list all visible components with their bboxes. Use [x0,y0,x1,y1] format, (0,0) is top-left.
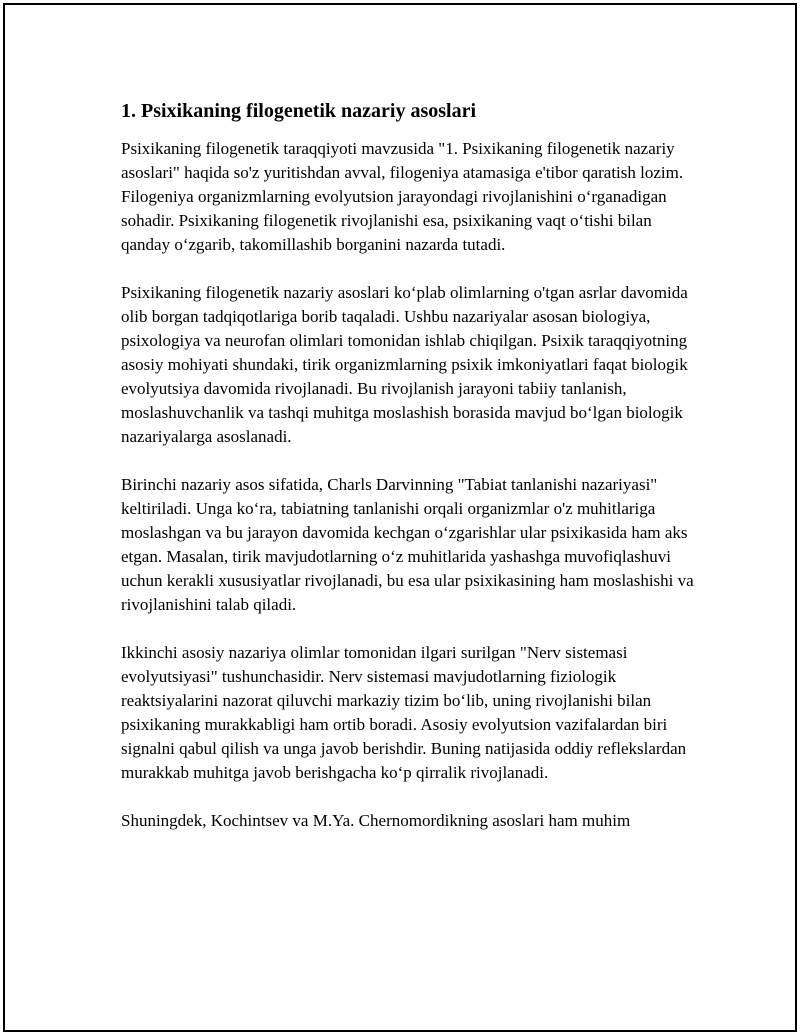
paragraph-1: Psixikaning filogenetik taraqqiyoti mavzusida "1. Psixikaning filogenetik nazariy asoslari" haqida so'z yuritishdan avval, filogeniya atamasiga e'tibor qaratish lozim. Filogeniya organizmlarning evolyutsion jarayondagi rivojlanishini o‘rganadigan sohadir. Psixikaning filogenetik rivojlanishi esa, psixikaning vaqt o‘tishi bilan qanday o‘zgarib, takomillashib borganini nazarda tutadi. [121,139,684,254]
paragraph-5: Shuningdek, Kochintsev va M.Ya. Chernomordikning asoslari ham muhim [121,811,631,830]
paragraph-3: Birinchi nazariy asos sifatida, Charls Darvinning "Tabiat tanlanishi nazariyasi" keltiriladi. Unga ko‘ra, tabiatning tanlanishi orqali organizmlar o'z muhitlariga moslashgan va bu jarayon davomida kechgan o‘zgarishlar ular psixikasida ham aks etgan. Masalan, tirik mavjudotlarning o‘z muhitlarida yashashga muvofiqlashuvi uchun kerakli xususiyatlar rivojlanadi, bu esa ular psixikasining ham moslashishi va rivojlanishini talab qiladi. [121,475,694,614]
page-frame [3,3,797,1032]
document-body [121,97,701,857]
document-title: 1. Psixikaning filogenetik nazariy asoslari [121,100,477,122]
paragraph-2: Psixikaning filogenetik nazariy asoslari ko‘plab olimlarning o'tgan asrlar davomida olib borgan tadqiqotlariga borib taqaladi. Ushbu nazariyalar asosan biologiya, psixologiya va neurofan olimlari tomonidan ishlab chiqilgan. Psixik taraqqiyotning asosiy mohiyati shundaki, tirik organizmlarning psixik imkoniyatlari faqat biologik evolyutsiya davomida rivojlanadi. Bu rivojlanish jarayoni tabiiy tanlanish, moslashuvchanlik va tashqi muhitga moslashish borasida mavjud bo‘lgan biologik nazariyalarga asoslanadi. [121,283,688,446]
paragraph-4: Ikkinchi asosiy nazariya olimlar tomonidan ilgari surilgan "Nerv sistemasi evolyutsiyasi" tushunchasidir. Nerv sistemasi mavjudotlarning fiziologik reaktsiyalarini nazorat qiluvchi markaziy tizim bo‘lib, uning rivojlanishi bilan psixikaning murakkabligi ham ortib boradi. Asosiy evolyutsion vazifalardan biri signalni qabul qilish va unga javob berishdir. Buning natijasida oddiy reflekslardan murakkab muhitga javob berishgacha ko‘p qirralik rivojlanadi. [121,643,687,782]
